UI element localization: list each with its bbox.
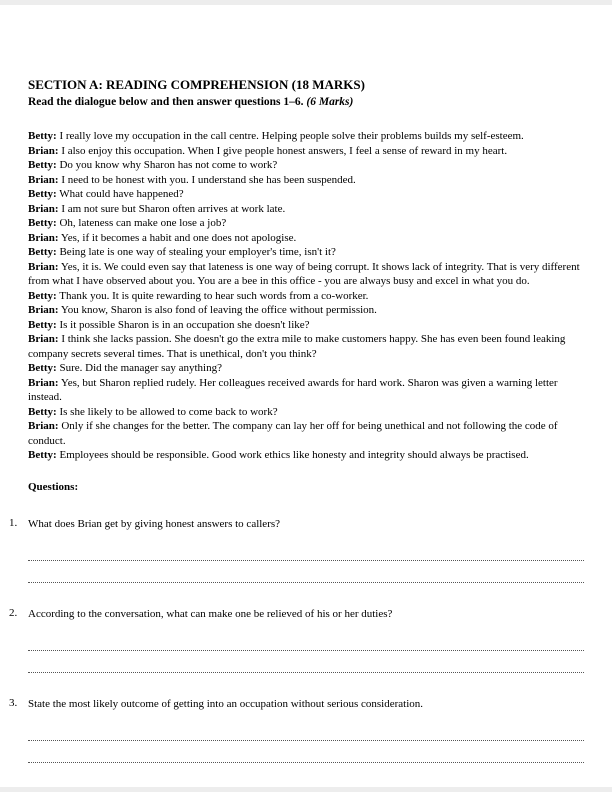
speaker-label: Betty: [28, 289, 57, 302]
speaker-label: Betty: [28, 130, 57, 142]
dialogue-text: I think she lacks passion. She doesn't go the extra mile to make customers happy. She has even been found leaking company secrets several times. That is unethical, don't you think? [28, 333, 566, 360]
speaker-label: Betty: [28, 217, 57, 229]
page-content [0, 5, 612, 763]
dialogue-line [28, 144, 584, 159]
dialogue-line [28, 289, 584, 304]
question-item [9, 606, 584, 673]
dialogue-line [28, 376, 584, 405]
speaker-label: Brian: [28, 333, 59, 345]
answer-line [28, 728, 584, 741]
dialogue-text: Is she likely to be allowed to come back to work? [59, 405, 278, 418]
dialogue-text: What could have happened? [59, 188, 184, 200]
instruction-text: Read the dialogue below and then answer questions 1–6. [28, 96, 304, 108]
dialogue-text: I really love my occupation in the call centre. Helping people solve their problems builds my self-esteem. [59, 130, 524, 142]
answer-line [28, 750, 584, 763]
speaker-label: Brian: [28, 202, 59, 215]
dialogue-line [28, 158, 584, 173]
question-number: 2. [9, 606, 18, 619]
dialogue-text: Yes, if it becomes a habit and one does not apologise. [60, 231, 297, 244]
dialogue-text: Thank you. It is quite rewarding to hear such words from a co-worker. [59, 289, 369, 302]
dialogue-line [28, 318, 584, 333]
dialogue-line [28, 419, 584, 448]
marks-label: (6 Marks) [306, 96, 354, 108]
speaker-label: Betty: [28, 318, 57, 331]
dialogue-line [28, 303, 584, 318]
speaker-label: Brian: [28, 420, 59, 432]
dialogue-text: Is it possible Sharon is in an occupation she doesn't like? [59, 318, 310, 331]
speaker-label: Brian: [28, 231, 59, 244]
questions-list [9, 516, 584, 763]
dialogue-text: I also enjoy this occupation. When I give people honest answers, I feel a sense of reward in my heart. [61, 144, 508, 157]
dialogue-line [28, 173, 584, 188]
dialogue [28, 129, 584, 463]
dialogue-text: Only if she changes for the better. The company can lay her off for being unethical and not following the code of conduct. [28, 420, 558, 447]
section-title: SECTION A: READING COMPREHENSION (18 MARKS) [28, 77, 365, 92]
answer-line [28, 660, 584, 673]
dialogue-text: Oh, lateness can make one lose a job? [59, 217, 227, 229]
dialogue-text: You know, Sharon is also fond of leaving the office without permission. [60, 304, 377, 316]
instruction-line [28, 96, 584, 108]
dialogue-text: Do you know why Sharon has not come to work? [59, 159, 278, 171]
dialogue-line [28, 361, 584, 376]
question-number: 1. [9, 516, 18, 529]
dialogue-line [28, 129, 584, 144]
dialogue-line [28, 231, 584, 246]
question-number: 3. [9, 696, 18, 709]
question-text: According to the conversation, what can make one be relieved of his or her duties? [28, 607, 393, 620]
speaker-label: Betty: [28, 405, 57, 418]
dialogue-text: I need to be honest with you. I understand she has been suspended. [61, 173, 356, 186]
dialogue-text: I am not sure but Sharon often arrives at work late. [61, 202, 286, 215]
speaker-label: Betty: [28, 188, 57, 200]
dialogue-line [28, 245, 584, 260]
dialogue-line [28, 202, 584, 217]
dialogue-line [28, 405, 584, 420]
speaker-label: Brian: [28, 304, 59, 316]
answer-line [28, 638, 584, 651]
dialogue-text: Sure. Did the manager say anything? [59, 362, 222, 374]
dialogue-text: Employees should be responsible. Good work ethics like honesty and integrity should always be practised. [59, 449, 529, 461]
question-text: What does Brian get by giving honest answers to callers? [28, 517, 281, 530]
dialogue-text: Yes, it is. We could even say that lateness is one way of being corrupt. It shows lack of integrity. That is very different from what I have observed about you. You are a bee in this office - you are always busy and excel in what you do. [28, 260, 580, 287]
answer-line [28, 548, 584, 561]
answer-line [28, 570, 584, 583]
speaker-label: Brian: [28, 144, 59, 157]
dialogue-line [28, 332, 584, 361]
speaker-label: Betty: [28, 246, 57, 258]
dialogue-line [28, 260, 584, 289]
question-item [9, 516, 584, 583]
question-item [9, 696, 584, 763]
dialogue-text: Being late is one way of stealing your employer's time, isn't it? [59, 246, 336, 258]
speaker-label: Betty: [28, 159, 57, 171]
dialogue-line [28, 187, 584, 202]
speaker-label: Betty: [28, 449, 57, 461]
speaker-label: Brian: [28, 376, 59, 389]
dialogue-line [28, 216, 584, 231]
questions-heading: Questions: [28, 480, 79, 493]
speaker-label: Brian: [28, 173, 59, 186]
speaker-label: Brian: [28, 260, 59, 273]
dialogue-line [28, 448, 584, 463]
speaker-label: Betty: [28, 362, 57, 374]
question-text: State the most likely outcome of getting into an occupation without serious consideration. [28, 697, 424, 710]
dialogue-text: Yes, but Sharon replied rudely. Her colleagues received awards for hard work. Sharon was given a warning letter instead. [28, 376, 558, 403]
